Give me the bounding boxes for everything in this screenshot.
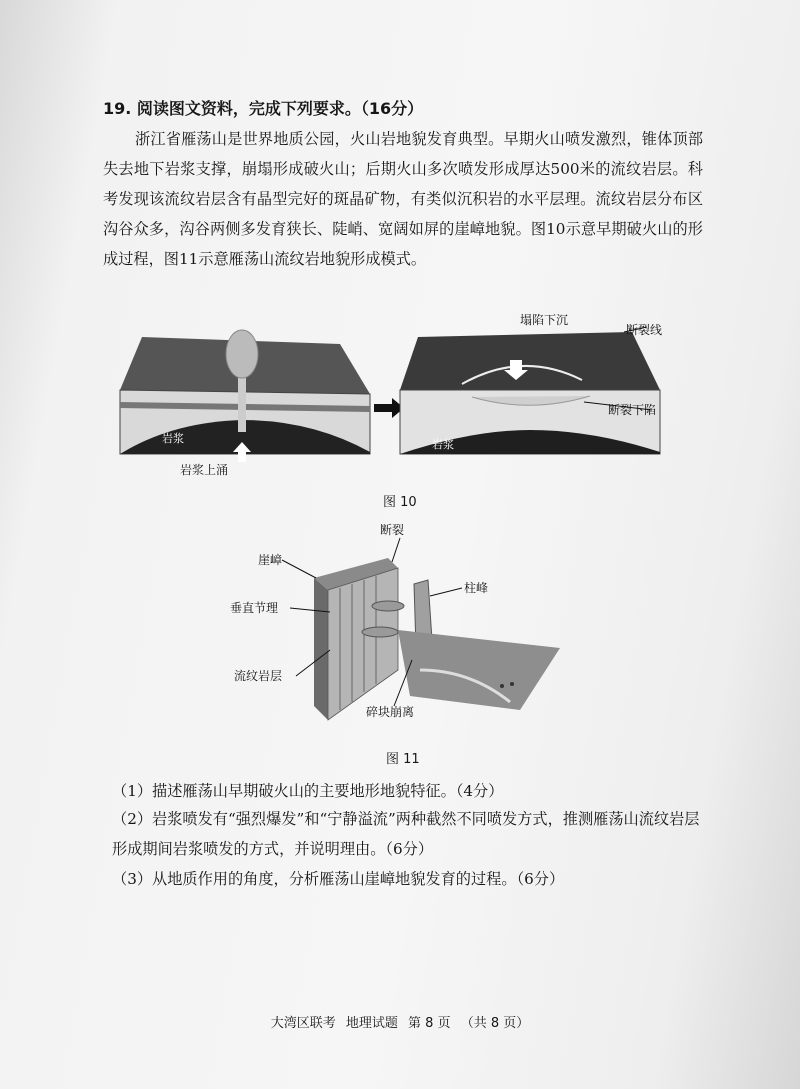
label-fault-line: 断裂线 xyxy=(626,323,663,337)
label-column-peak: 柱峰 xyxy=(464,581,489,595)
subquestion-3: （3）从地质作用的角度，分析雁荡山崖嶂地貌发育的过程。（6分） xyxy=(112,870,565,888)
footer-total: （共 8 页） xyxy=(460,1016,530,1031)
label-rock-fall: 碎块崩离 xyxy=(366,705,415,719)
footer-subject: 地理试题 xyxy=(345,1016,398,1031)
subquestion-1: （1）描述雁荡山早期破火山的主要地形地貌特征。（4分） xyxy=(112,782,504,800)
volcano-block-right xyxy=(400,327,660,454)
footer-exam: 大湾区联考 xyxy=(270,1016,336,1031)
label-collapse: 塌陷下沉 xyxy=(520,313,569,327)
label-cliff-peak: 崖嶂 xyxy=(258,553,283,567)
label-magma-left: 岩浆 xyxy=(162,432,184,445)
footer-page: 第 8 页 xyxy=(408,1016,451,1031)
subquestion-2: （2）岩浆喷发有“强烈爆发”和“宁静溢流”两种截然不同喷发方式，推测雁荡山流纹岩层形成期间岩浆喷发的方式，并说明理由。（6分） xyxy=(112,810,700,858)
label-fault-subsidence: 断裂下陷 xyxy=(608,403,657,417)
volcano-block-left xyxy=(120,330,370,462)
figure-11-drawing xyxy=(230,520,570,730)
label-magma-right: 岩浆 xyxy=(432,438,454,451)
label-vertical-joint: 垂直节理 xyxy=(230,601,279,615)
rhyolite-landform-block xyxy=(314,558,560,720)
label-rhyolite-layer: 流纹岩层 xyxy=(234,669,283,683)
figure-10-caption: 图 10 xyxy=(383,495,417,510)
question-paragraph: 浙江省雁荡山是世界地质公园，火山岩地貌发育典型。早期火山喷发激烈，锥体顶部失去地下岩浆支撑，崩塌形成破火山；后期火山多次喷发形成厚达500米的流纹岩层。科考发现该流纹岩层含有晶型完好的斑晶矿物，有类似沉积岩的水平层理。流纹岩层分布区沟谷众多，沟谷两侧多发育狭长、陡峭、宽阔如屏的崖嶂地貌。图10示意早期破火山的形成过程，图11示意雁荡山流纹岩地貌形成模式。 xyxy=(103,130,703,268)
figure-10 xyxy=(112,302,672,482)
figure-10-drawing xyxy=(112,302,672,482)
label-fracture: 断裂 xyxy=(380,523,405,537)
question-title: 19. 阅读图文资料，完成下列要求。（16分） xyxy=(103,99,424,118)
label-magma-upwelling: 岩浆上涌 xyxy=(180,463,229,477)
page-footer xyxy=(0,1012,800,1031)
figure-11-caption: 图 11 xyxy=(386,752,420,767)
figure-11 xyxy=(230,520,570,730)
